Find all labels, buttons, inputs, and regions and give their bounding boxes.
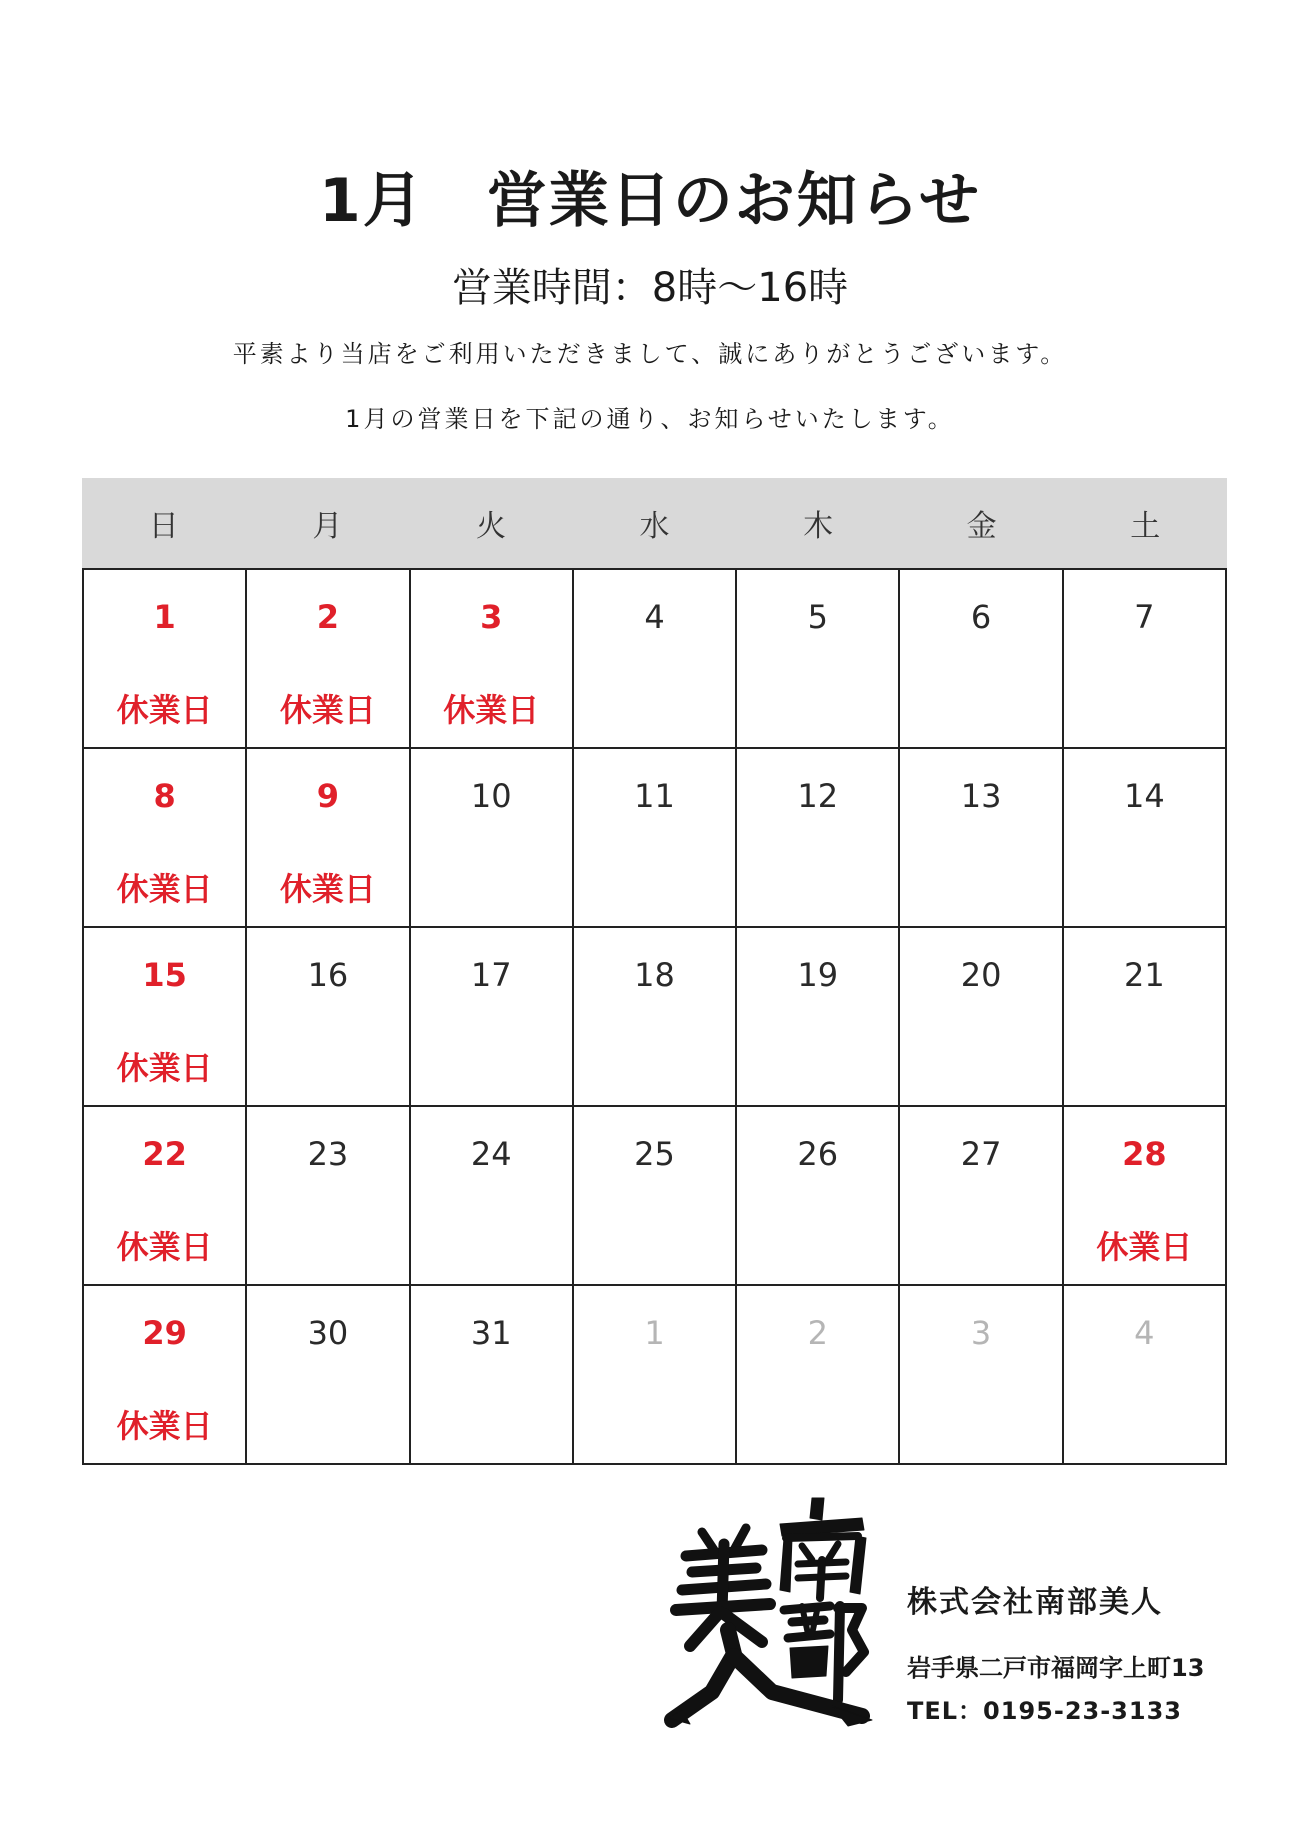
day-number: 7 (1134, 598, 1155, 636)
day-number: 5 (807, 598, 828, 636)
calendar-day-cell (247, 749, 410, 928)
closed-label: 休業日 (116, 691, 213, 729)
day-number: 27 (960, 1135, 1002, 1173)
day-number: 25 (634, 1135, 675, 1173)
day-number: 29 (142, 1314, 187, 1352)
closed-label: 休業日 (443, 691, 540, 729)
calendar-day-cell (900, 749, 1063, 928)
calendar-day-cell (411, 749, 574, 928)
day-number: 12 (797, 777, 839, 815)
calendar-day-cell (737, 570, 900, 749)
weekday-label: 土 (1130, 509, 1161, 544)
intro-line-2: 1月の営業日を下記の通り、お知らせいたします。 (345, 405, 955, 433)
day-number: 2 (316, 598, 340, 636)
day-number: 2 (807, 1314, 828, 1352)
intro-line-1: 平素より当店をご利用いただきまして、誠にありがとうございます。 (232, 340, 1068, 368)
day-number: 22 (142, 1135, 187, 1173)
calendar-day-cell (1064, 570, 1227, 749)
calendar-day-cell (900, 1107, 1063, 1286)
calendar-day-cell (737, 749, 900, 928)
day-number: 18 (634, 956, 675, 994)
closed-label: 休業日 (279, 870, 376, 908)
day-number: 9 (316, 777, 340, 815)
brand-logo-icon (662, 1480, 874, 1730)
calendar-day-cell (411, 1286, 574, 1465)
day-number: 24 (470, 1135, 512, 1173)
day-number: 1 (644, 1314, 665, 1352)
company-address: 岩手県二戸市福岡字上町13 (907, 1654, 1205, 1682)
calendar-day-cell (247, 1107, 410, 1286)
day-number: 21 (1123, 956, 1165, 994)
day-number: 8 (153, 777, 176, 815)
day-number: 30 (307, 1314, 349, 1352)
calendar-day-cell (247, 1286, 410, 1465)
calendar-day-cell (574, 749, 737, 928)
calendar-day-cell (1064, 1107, 1227, 1286)
calendar-day-cell (84, 1107, 247, 1286)
day-number: 1 (153, 598, 176, 636)
calendar-day-cell (574, 1286, 737, 1465)
calendar-day-cell (84, 570, 247, 749)
calendar-day-cell (84, 1286, 247, 1465)
closed-label: 休業日 (116, 1049, 213, 1087)
calendar-day-cell (574, 1107, 737, 1286)
calendar-day-cell (900, 570, 1063, 749)
closed-label: 休業日 (116, 870, 213, 908)
calendar-day-cell (411, 570, 574, 749)
calendar-day-cell (574, 928, 737, 1107)
calendar-grid (82, 568, 1227, 1465)
day-number: 10 (470, 777, 512, 815)
day-number: 13 (960, 777, 1002, 815)
weekday-label: 火 (475, 509, 506, 544)
closed-label: 休業日 (279, 691, 376, 729)
calendar-day-cell (737, 1286, 900, 1465)
calendar-day-cell (1064, 928, 1227, 1107)
calendar-day-cell (900, 1286, 1063, 1465)
closed-label: 休業日 (116, 1407, 213, 1445)
day-number: 31 (470, 1314, 512, 1352)
day-number: 26 (797, 1135, 839, 1173)
weekday-label: 金 (966, 509, 997, 544)
day-number: 3 (480, 598, 503, 636)
calendar-day-cell (84, 749, 247, 928)
calendar-header (82, 478, 1227, 568)
calendar-day-cell (247, 928, 410, 1107)
weekday-label: 水 (639, 509, 670, 544)
day-number: 23 (307, 1135, 349, 1173)
day-number: 17 (470, 956, 512, 994)
calendar (82, 478, 1227, 1465)
calendar-day-cell (737, 1107, 900, 1286)
day-number: 6 (970, 598, 992, 636)
company-name: 株式会社南部美人 (907, 1585, 1163, 1620)
day-number: 14 (1123, 777, 1165, 815)
calendar-day-cell (737, 928, 900, 1107)
closed-label: 休業日 (1096, 1228, 1193, 1266)
calendar-day-cell (247, 570, 410, 749)
day-number: 3 (970, 1314, 992, 1352)
weekday-label: 月 (312, 509, 343, 544)
calendar-day-cell (1064, 1286, 1227, 1465)
calendar-day-cell (84, 928, 247, 1107)
calendar-day-cell (1064, 749, 1227, 928)
day-number: 11 (634, 777, 675, 815)
day-number: 4 (1134, 1314, 1155, 1352)
day-number: 15 (142, 956, 187, 994)
page-title: 1月 営業日のお知らせ (319, 166, 981, 236)
weekday-label: 日 (148, 509, 179, 544)
day-number: 28 (1122, 1135, 1167, 1173)
day-number: 19 (797, 956, 839, 994)
closed-label: 休業日 (116, 1228, 213, 1266)
company-tel: TEL：0195-23-3133 (907, 1697, 1182, 1725)
calendar-day-cell (411, 1107, 574, 1286)
calendar-day-cell (574, 570, 737, 749)
day-number: 16 (307, 956, 349, 994)
calendar-day-cell (411, 928, 574, 1107)
weekday-label: 木 (803, 509, 834, 544)
day-number: 20 (960, 956, 1002, 994)
business-hours: 営業時間：8時～16時 (451, 265, 849, 311)
day-number: 4 (644, 598, 665, 636)
calendar-day-cell (900, 928, 1063, 1107)
